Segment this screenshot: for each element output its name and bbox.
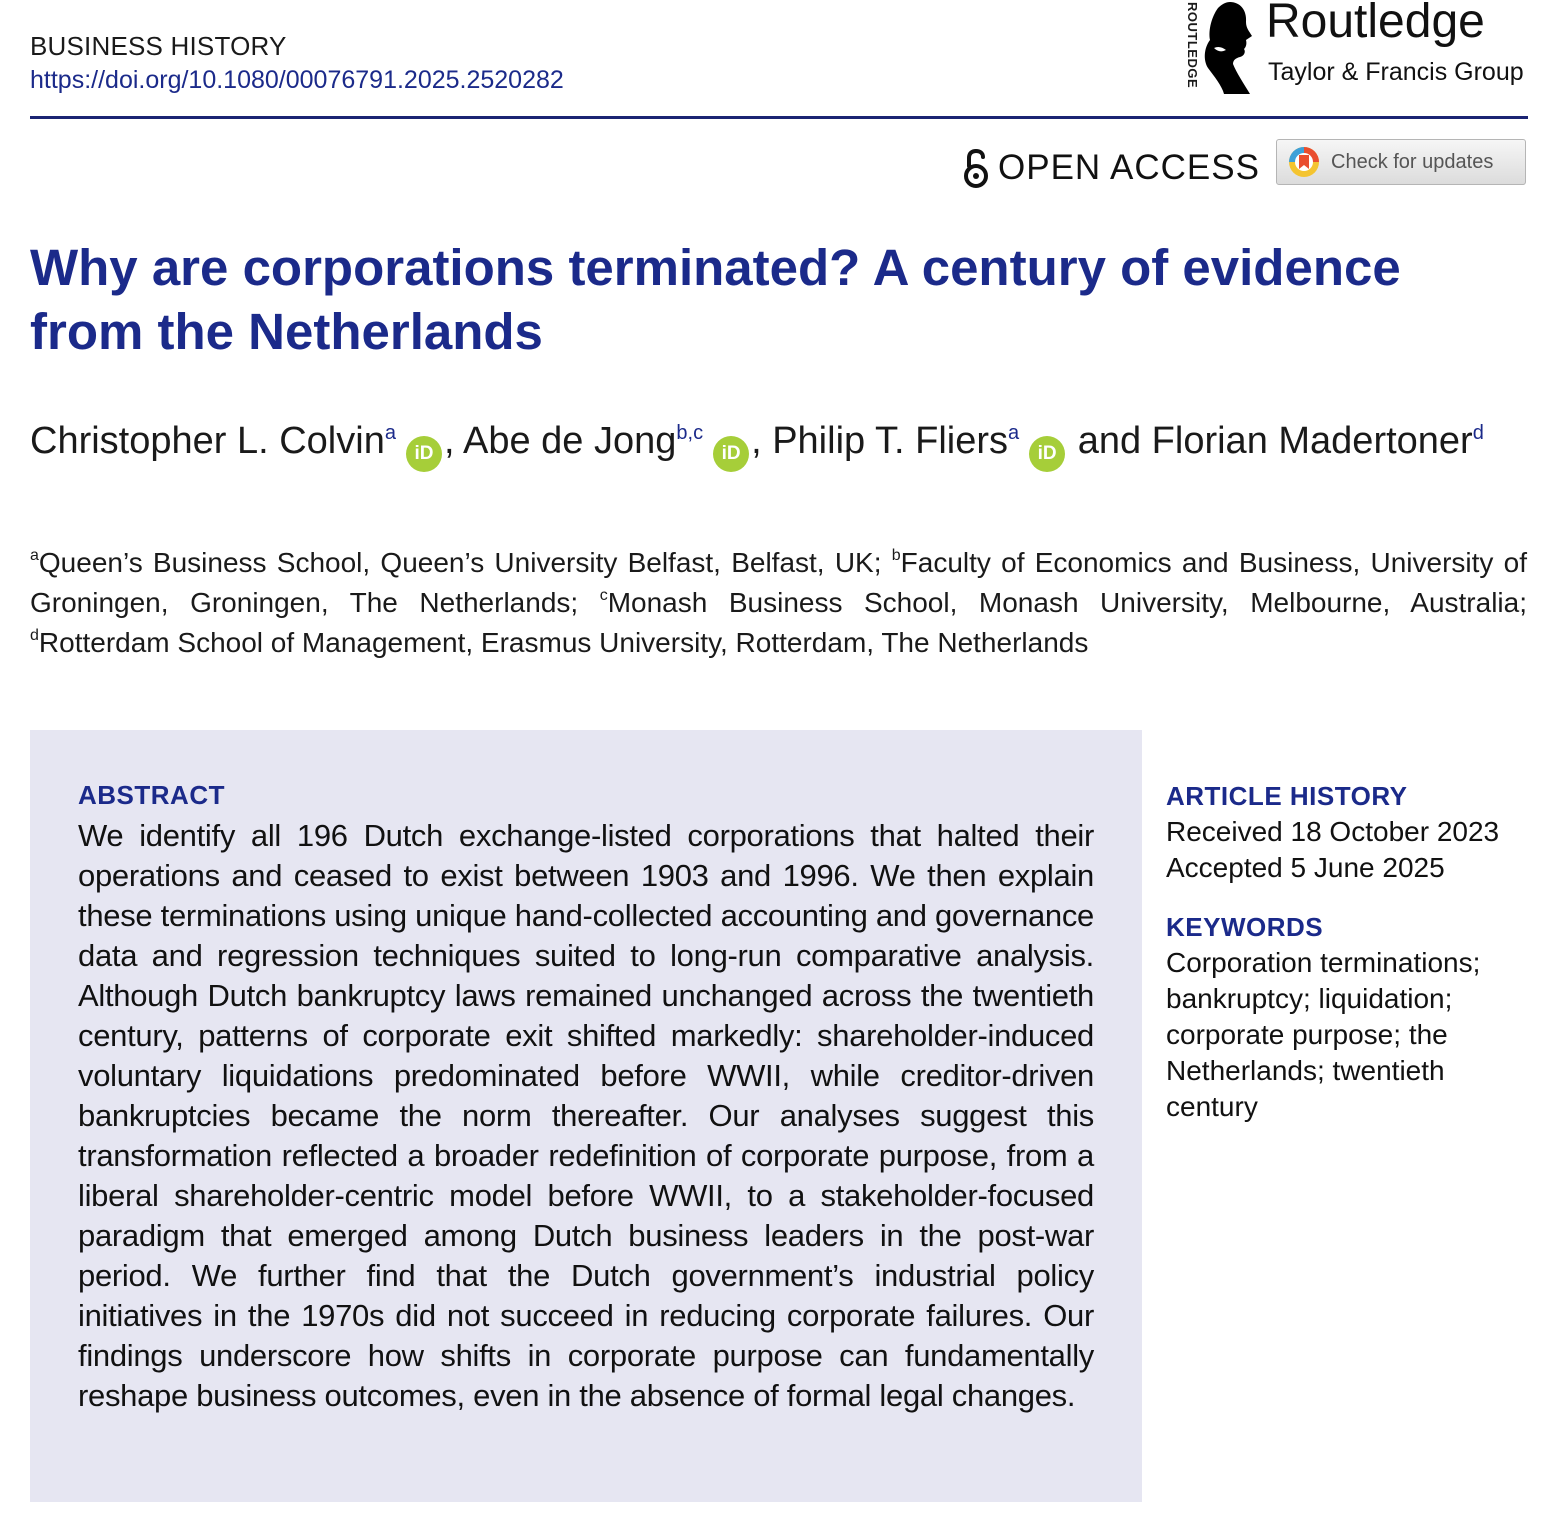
affiliation-text: Queen’s Business School, Queen’s University Belfast, Belfast, UK;: [38, 547, 892, 578]
orcid-icon[interactable]: iD: [713, 436, 749, 472]
article-history: [1166, 781, 1536, 886]
logo-vertical-text: ROUTLEDGE: [1185, 2, 1200, 89]
author-list: [30, 418, 1510, 472]
check-for-updates-button[interactable]: [1276, 139, 1526, 185]
affiliations: [30, 543, 1527, 663]
abstract-text: We identify all 196 Dutch exchange-listed corporations that halted their operations and ceased to exist between 1903 and 1996. We then explain these terminations using unique hand-collected accounting and governance data and regression techniques suited to long-run comparative analysis. Although Dutch bankruptcy laws remained unchanged across the twentieth century, patterns of corporate exit shifted markedly: shareholder-induced voluntary liquidations predominated before WWII, while creditor-driven bankruptcies became the norm thereafter. Our analyses suggest this transformation reflected a broader redefinition of corporate purpose, from a liberal shareholder-centric model before WWII, to a stakeholder-focused paradigm that emerged among Dutch business leaders in the post-war period. We further find that the Dutch government’s industrial policy initiatives in the 1970s did not succeed in reducing corporate failures. Our findings underscore how shifts in corporate purpose can fundamentally reshape business outcomes, even in the absence of formal legal changes.: [78, 818, 1094, 1413]
header-rule: [30, 116, 1528, 119]
article-history-heading: ARTICLE HISTORY: [1166, 781, 1408, 811]
affiliation-marker: a: [30, 547, 39, 564]
open-access-label: OPEN ACCESS: [998, 148, 1260, 187]
keywords-section: [1166, 912, 1536, 1125]
keywords-heading: KEYWORDS: [1166, 912, 1324, 942]
affiliation-text: Rotterdam School of Management, Erasmus University, Rotterdam, The Netherlands: [38, 627, 1089, 658]
author-affiliation-marker: d: [1472, 422, 1484, 444]
open-lock-icon: [962, 148, 990, 188]
author-separator: ,: [751, 420, 773, 462]
profile-head-icon: [1200, 0, 1252, 96]
author-name[interactable]: Florian Madertoner: [1151, 420, 1473, 462]
article-title: Why are corporations terminated? A century of evidence from the Netherlands: [30, 239, 1401, 360]
journal-name: BUSINESS HISTORY: [30, 31, 287, 61]
author-affiliation-marker: a: [384, 422, 396, 444]
author-separator: ,: [443, 420, 463, 462]
logo-subtitle: Taylor & Francis Group: [1268, 58, 1524, 86]
author-name[interactable]: Philip T. Fliers: [772, 420, 1009, 462]
author-name[interactable]: Abe de Jong: [462, 420, 677, 462]
orcid-icon[interactable]: iD: [406, 436, 442, 472]
routledge-logo[interactable]: [1178, 0, 1538, 100]
affiliation-marker: d: [30, 627, 39, 644]
author-separator: and: [1067, 420, 1152, 462]
doi-link[interactable]: https://doi.org/10.1080/00076791.2025.2520282: [30, 66, 564, 94]
orcid-icon[interactable]: iD: [1029, 436, 1065, 472]
abstract-heading: ABSTRACT: [78, 780, 225, 810]
check-for-updates-label: Check for updates: [1331, 150, 1494, 173]
affiliation-text: Faculty of Economics and Business, University of Groningen, Groningen, The Netherlands;: [30, 547, 1527, 618]
affiliation-text: Monash Business School, Monash University, Melbourne, Australia;: [607, 587, 1527, 618]
open-access-indicator: [962, 146, 1260, 190]
affiliation-marker: b: [891, 547, 901, 564]
logo-brand: Routledge: [1266, 0, 1485, 48]
keywords-text: Corporation terminations; bankruptcy; liquidation; corporate purpose; the Netherlands; twentieth century: [1166, 947, 1481, 1122]
author-affiliation-marker: b,c: [676, 422, 704, 444]
affiliation-marker: c: [599, 587, 608, 604]
author-affiliation-marker: a: [1008, 422, 1020, 444]
crossmark-icon: [1287, 145, 1321, 179]
author-name[interactable]: Christopher L. Colvin: [30, 420, 385, 462]
received-date: Received 18 October 2023: [1166, 816, 1500, 847]
accepted-date: Accepted 5 June 2025: [1166, 852, 1445, 883]
